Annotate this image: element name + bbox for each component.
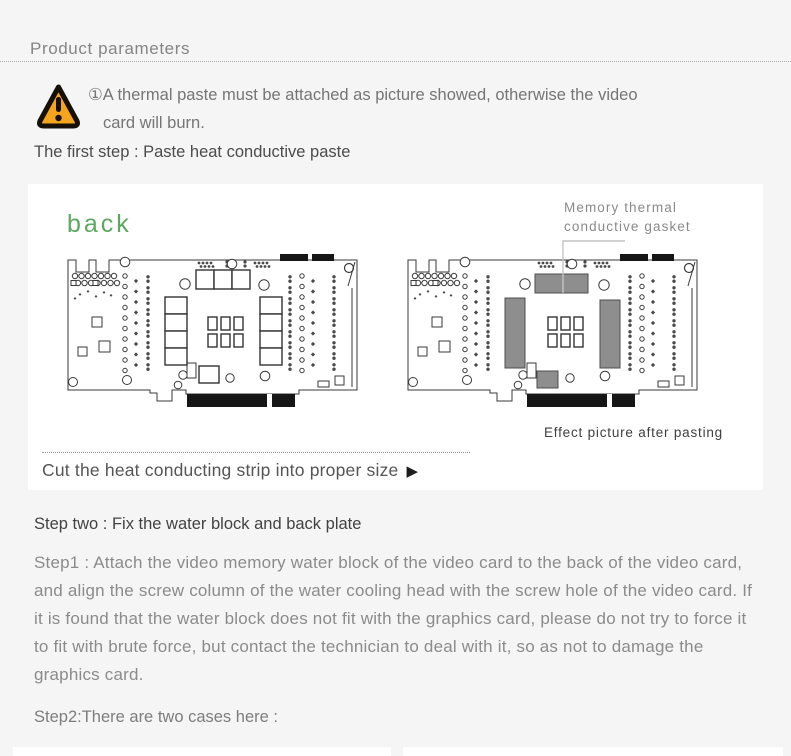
warning-line-1: ①A thermal paste must be attached as picture showed, otherwise the video xyxy=(88,86,638,104)
first-step-heading: The first step : Paste heat conductive paste xyxy=(34,143,351,161)
step2-line: Step2:There are two cases here : xyxy=(34,708,278,726)
warning-text xyxy=(88,81,638,137)
thermal-pad-bottom xyxy=(537,371,558,388)
memory-gasket-label: Memory thermal conductive gasket xyxy=(564,200,691,234)
cut-instruction-row xyxy=(42,460,418,481)
thermal-pad-right xyxy=(600,300,620,368)
step-two-heading: Step two : Fix the water block and back plate xyxy=(34,515,362,533)
pcb-diagram-before-pasting xyxy=(66,243,366,423)
warning-line-2: card will burn. xyxy=(103,114,205,132)
page-title: Product parameters xyxy=(30,39,191,58)
cut-instruction-text: Cut the heat conducting strip into proper size xyxy=(42,460,399,480)
play-arrow-icon: ▶ xyxy=(406,463,419,480)
thermal-pad-top xyxy=(535,274,588,293)
next-image-placeholder-left xyxy=(13,747,391,756)
warning-triangle-icon xyxy=(36,83,81,132)
pcb-diagram-after-pasting xyxy=(406,243,706,423)
diagram-panel xyxy=(28,184,763,490)
step1-paragraph: Step1 : Attach the video memory water block of the video card to the back of the video card, and align the screw column of the water cooling head with the screw hole of the video card. If it is found that the water block does not fit with the graphics card, please do not try to force it to fit with brute force, but contact the technician to deal with it, so as not to damage the graphics card. xyxy=(34,553,753,684)
cut-dotted-divider xyxy=(42,452,470,453)
next-image-placeholder-right xyxy=(403,747,783,756)
header-dotted-divider xyxy=(0,61,791,62)
thermal-pad-left xyxy=(505,298,525,368)
back-label: back xyxy=(67,210,132,238)
effect-caption: Effect picture after pasting xyxy=(544,425,723,440)
